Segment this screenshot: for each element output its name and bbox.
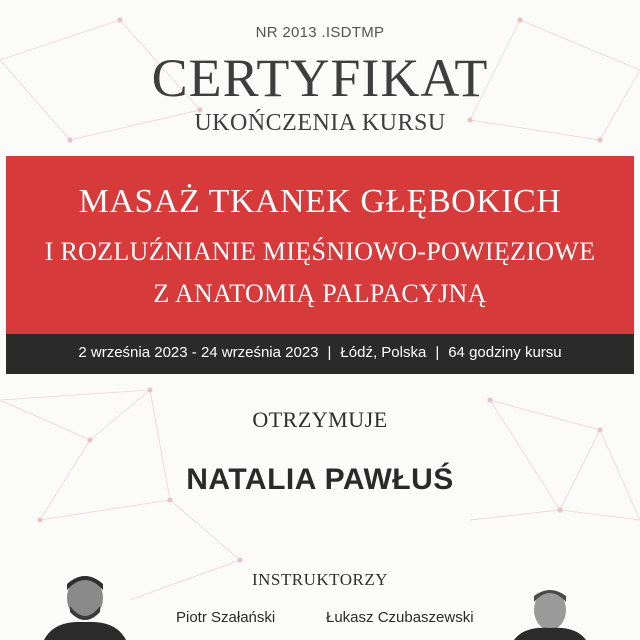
course-location: Łódź, Polska [340,344,427,361]
course-dates: 2 września 2023 - 24 września 2023 [78,344,319,361]
instructor-photo-1 [40,566,130,640]
details-separator: | [435,344,440,361]
certificate-subtitle: UKOŃCZENIA KURSU [194,110,446,136]
certificate-title: CERTYFIKAT [151,48,489,108]
details-separator: | [327,344,332,361]
recipient-name: NATALIA PAWŁUŚ [186,463,454,496]
instructor-photo-2 [510,580,590,640]
course-details [0,344,640,361]
instructor-name-1: Piotr Szałański [176,609,276,626]
course-title-line-1: MASAŻ TKANEK GŁĘBOKICH [78,183,562,220]
certificate-number: NR 2013 .ISDTMP [255,24,385,41]
course-hours: 64 godziny kursu [448,344,562,361]
course-title-line-3: Z ANATOMIĄ PALPACYJNĄ [153,279,487,308]
instructors-heading: INSTRUKTORZY [251,570,389,589]
receives-label: OTRZYMUJE [252,407,388,432]
course-title-line-2: I ROZLUŹNIANIE MIĘŚNIOWO-POWIĘZIOWE [44,237,596,266]
instructor-name-2: Łukasz Czubaszewski [326,609,474,626]
